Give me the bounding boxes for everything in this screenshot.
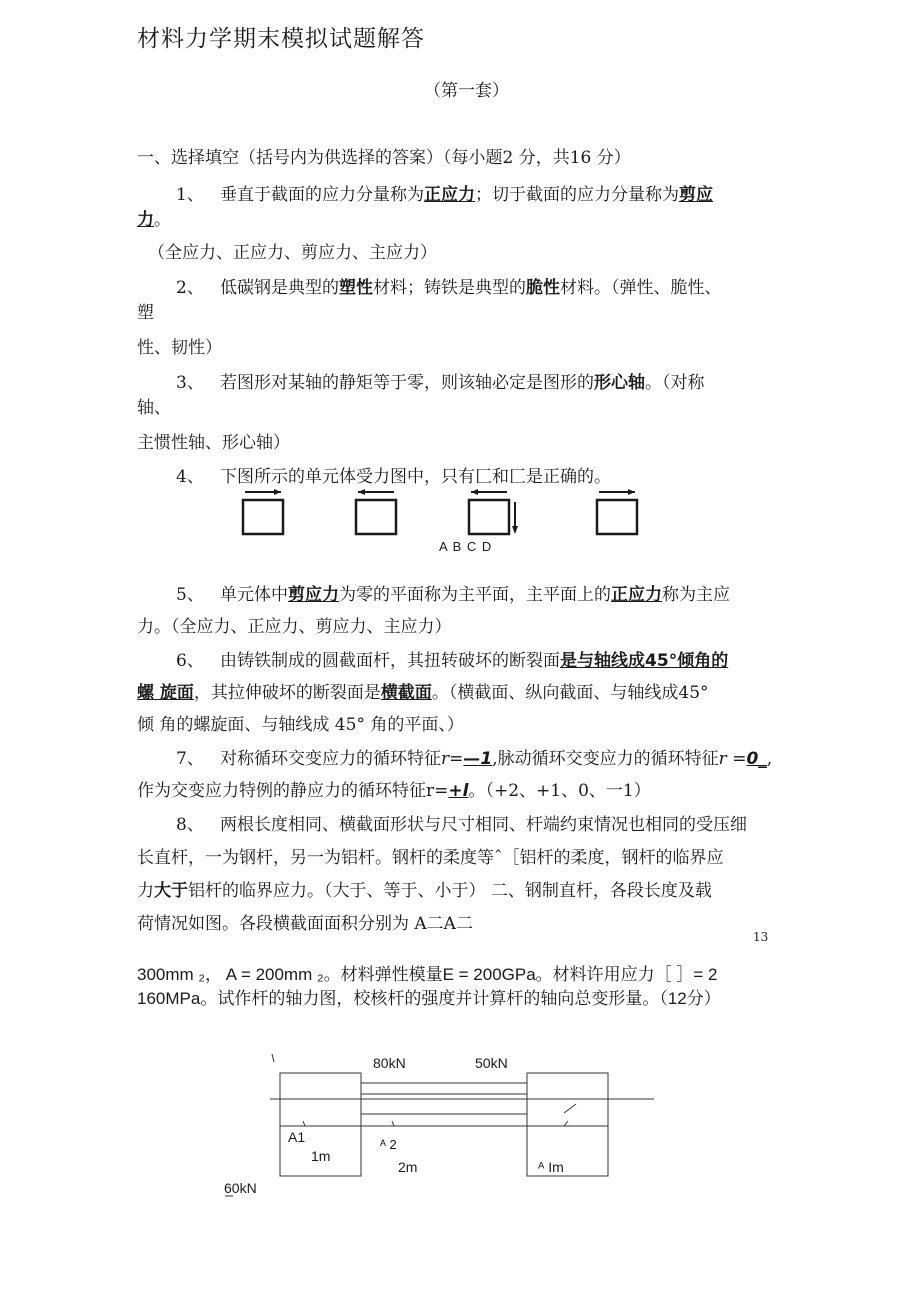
- q5-line2: 力。（全应力、正应力、剪应力、主应力）: [137, 617, 452, 637]
- area-a2-label: ᴬ 2: [380, 1137, 397, 1152]
- length-1m-label: 1m: [311, 1148, 331, 1164]
- q6-answer-1b: 螺 旋面: [137, 683, 194, 703]
- q7-text-b: ,脉动循环交变应力的循环特征: [492, 749, 719, 769]
- footnote-marker: 13: [753, 930, 769, 944]
- q3-number: 3、: [176, 373, 204, 393]
- q2-line3: 性、韧性）: [137, 338, 222, 358]
- q7-r3: r=: [426, 781, 449, 801]
- q3-line2: 轴、: [137, 398, 171, 418]
- element-c: [469, 489, 518, 534]
- q1-options: （全应力、正应力、剪应力、主应力）: [148, 243, 437, 263]
- q5-answer-1: 剪应力: [288, 585, 340, 605]
- q2-text-a: 低碳钢是典型的: [220, 278, 340, 298]
- element-b: [356, 489, 396, 534]
- q6-line3: 倾 角的螺旋面、与轴线成 45° 角的平面、）: [137, 715, 464, 735]
- q4-text: 下图所示的单元体受力图中，只有匚和匚是正确的。: [220, 467, 612, 487]
- q8-text-c1: 力: [137, 881, 154, 901]
- q6-number: 6、: [176, 651, 204, 671]
- load-60kn: [224, 1180, 257, 1196]
- q8-line2: 长直杆，一为钢杆，另一为铝杆。钢杆的柔度等ˆ［铝杆的柔度，钢杆的临界应: [137, 848, 724, 868]
- q5-text-c: 称为主应: [662, 585, 731, 605]
- q2-text-b: 材料；铸铁是典型的: [373, 278, 527, 298]
- q8-line1: [176, 810, 747, 835]
- q7-answer-2: 0_: [746, 749, 767, 769]
- q2-answer-2: 脆性: [526, 278, 561, 298]
- subtitle: （第一套）: [424, 81, 509, 101]
- q1-text-b: ；切于截面的应力分量称为: [475, 185, 680, 205]
- load-80kn: 80kN: [373, 1055, 406, 1071]
- q8-line4: 荷情况如图。各段横截面面积分别为 A二A二: [137, 914, 473, 934]
- element-a: [243, 489, 283, 534]
- q5-answer-2: 正应力: [611, 585, 663, 605]
- q7-text-c: ,: [766, 749, 773, 769]
- q1-answer-1: 正应力: [424, 185, 476, 205]
- q8-text-c2: 铝杆的临界应力。（大于、等于、小于） 二、钢制直杆，各段长度及载: [188, 881, 712, 901]
- section1-heading: 一、选择填空（括号内为供选择的答案）（每小题2 分，共16 分）: [137, 148, 631, 168]
- q1-answer-2a: 剪应: [679, 185, 714, 205]
- load-60kn-digit: 6: [224, 1180, 232, 1196]
- q7-answer-1: —1: [463, 749, 493, 769]
- q7-answer-3: +l: [448, 781, 469, 801]
- section2-line1: 300mm ₂， A = 200mm ₂。材料弹性模量E = 200GPa。材料许用应力［ ］= 2: [137, 965, 718, 984]
- q6-text-a: 由铸铁制成的圆截面杆，其扭转破坏的断裂面: [220, 651, 561, 671]
- q4-number: 4、: [176, 467, 204, 487]
- section2-line2: 160MPa。试作杆的轴力图，校核杆的强度并计算杆的轴向总变形量。（12分）: [137, 989, 721, 1008]
- q1-answer-2b: 力: [137, 210, 154, 230]
- bar-segment-2: [361, 1083, 527, 1126]
- length-2m-label: 2m: [398, 1159, 418, 1175]
- q5-number: 5、: [176, 585, 204, 605]
- q7-text-a: 对称循环交变应力的循环特征: [220, 749, 442, 769]
- q3-text-a: 若图形对某轴的静矩等于零，则该轴必定是图形的: [220, 373, 595, 393]
- element-labels: A B C D: [439, 539, 493, 554]
- q1-text-a: 垂直于截面的应力分量称为: [220, 185, 425, 205]
- page-title: 材料力学期末模拟试题解答: [137, 26, 425, 52]
- q2-text-c: 材料。（弹性、脆性、: [560, 278, 722, 298]
- q7-text-d: 作为交变应力特例的静应力的循环特征: [137, 781, 426, 801]
- q7-r1: r=: [441, 749, 464, 769]
- q1-number: 1、: [176, 185, 204, 205]
- q6-answer-2: 横截面: [380, 683, 432, 703]
- q3-text-b: 。（对称: [645, 373, 705, 393]
- q7-text-e: 。（+2、+1、0、一1）: [468, 781, 651, 801]
- q2-number: 2、: [176, 278, 204, 298]
- q2-line2: 塑: [137, 303, 154, 323]
- q6-line2: [137, 678, 709, 703]
- load-60kn-unit: 0kN: [231, 1180, 257, 1196]
- q2-answer-1: 塑性: [339, 278, 374, 298]
- q7-number: 7、: [176, 749, 204, 769]
- q8-line3: [137, 876, 712, 901]
- q5-line1: [176, 580, 730, 605]
- q6-text-c: 。（横截面、纵向截面、与轴线成45°: [431, 683, 709, 703]
- q3-line3: 主惯性轴、形心轴）: [137, 433, 290, 453]
- q8-answer: 大于: [154, 881, 188, 901]
- q6-line1: [176, 646, 728, 671]
- q8-text-a: 两根长度相同、横截面形状与尺寸相同、杆端约束情况也相同的受压细: [220, 815, 748, 835]
- load-50kn: 50kN: [475, 1055, 508, 1071]
- q8-number: 8、: [176, 815, 204, 835]
- q5-text-b: 为零的平面称为主平面，主平面上的: [339, 585, 612, 605]
- element-d: [597, 489, 637, 534]
- q6-answer-1: 是与轴线成45°倾角的: [560, 651, 729, 671]
- q7-line2: [137, 776, 651, 801]
- q7-line1: [176, 744, 772, 769]
- q1-end: 。: [154, 210, 171, 230]
- q5-text-a: 单元体中: [220, 585, 289, 605]
- q3-answer: 形心轴: [594, 373, 646, 393]
- area-a3-length-label: ᴬ Im: [538, 1159, 564, 1175]
- area-a1-label: A1: [288, 1129, 306, 1145]
- q6-text-b: ，其拉伸破坏的断裂面是: [193, 683, 381, 703]
- q7-r2: r =: [718, 749, 747, 769]
